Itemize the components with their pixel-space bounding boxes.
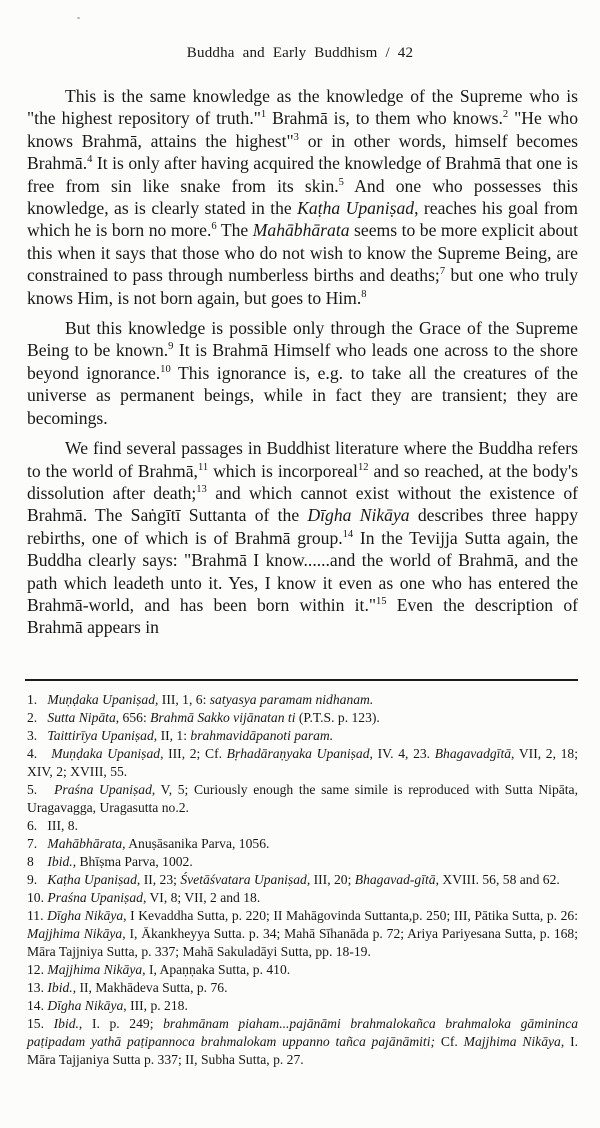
text-run: In the Tevijja Sutta again, the Buddha clearly says: "Brahmā I know......and the world of Brahmā, and the path which leadeth unto it. Yes, I know it even as one who has entered the Brahmā-world, and has been born within it." [27,527,579,615]
footnote-ref: 8 [361,288,367,300]
footnote-ref: 13 [196,484,207,496]
text-run: , XVIII. 56, 58 and 62. [435,872,560,887]
text-run: , III, 20; [306,872,355,887]
running-header: Buddha and Early Buddhism / 42 [186,45,414,61]
text-run: , I. Māra Tajjaniya Sutta p. 337; II, Subha Sutta, p. 27. [27,1034,579,1067]
footnote-5 [27,781,578,817]
text-run: Bṛhadāraṇyaka Upaniṣad [226,746,370,761]
text-run: , V, 5; Curiously enough the same simile is reproduced with Sutta Nipāta, Uragavagga, Uragasutta no.2. [27,782,578,815]
footnote-ref: 14 [342,528,354,540]
text-run: 7. [27,836,48,851]
text-run: 3. [27,728,48,743]
text-run: Majjhima Nikāya [47,962,143,977]
footnote-7 [27,835,578,853]
text-run: 8 [27,854,48,869]
text-run: Mahābhārata [252,220,350,241]
text-run: , reaches his goal from which he is born no more. [27,198,578,241]
text-run: or in other words, himself becomes Brahmā. [27,130,578,174]
text-run: , III, 2; Cf. [160,746,227,761]
text-run: 13. [27,980,48,995]
text-run: This is the same knowledge as the knowledge of the Supreme who is "the highest repository of truth." [27,86,578,129]
text-run: Bhagavad-gītā [354,872,436,887]
footnote-ref: 9 [168,341,174,353]
footnote-ref: 3 [293,131,299,143]
text-run: Bhagavadgītā [434,746,512,761]
footnote-10 [27,889,578,907]
text-run: Ibid. [47,980,73,995]
text-run: , I Kevaddha Sutta, p. 220; II Mahāgovinda Suttanta,p. 250; III, Pātika Sutta, p. 26: [123,908,579,923]
footnote-list [27,691,578,1069]
text-run: (P.T.S. p. 123). [295,710,380,725]
text-run: Mahābhārata [47,836,123,851]
text-run: Śvetāśvatara Upaniṣad [180,872,307,887]
text-run: 11. [27,908,48,923]
text-run: , Anuṣāsanika Parva, 1056. [122,836,270,851]
footnote-ref: 2 [502,109,509,121]
footnote-divider [25,679,578,681]
text-run: It is Brahmā Himself who leads one across to the shore beyond ignorance. [27,340,578,383]
footnote-ref: 1 [260,109,267,121]
text-run: , III, 1, 6: [155,692,210,707]
text-run: Kaṭha Upaniṣad [297,198,415,219]
footnote-4 [27,745,578,781]
text-run: brahmavidāpanoti param. [190,728,334,743]
text-run: , II, 23; [136,872,181,887]
text-run: 10. [27,890,48,905]
text-run: Muṇḍaka Upaniṣad [51,746,161,761]
text-run: "He who knows Brahmā, attains the highest" [27,108,578,151]
footnote-9 [27,871,578,889]
text-run: Dīgha Nikāya [47,998,124,1013]
footnote-15 [27,1015,578,1069]
footnote-11 [27,907,578,961]
text-run: And one who possesses this knowledge, as is clearly stated in the [27,175,578,219]
text-run: It is only after having acquired the knowledge of Brahmā that one is free from sin like snake from its skin. [27,153,578,196]
text-run: 12. [27,962,48,977]
text-run: , Bhīṣma Parva, 1002. [72,854,193,869]
text-run: , VII, 2, 18; XIV, 2; XVIII, 55. [27,746,579,779]
text-run: , VI, 8; VII, 2 and 18. [142,890,261,905]
text-run: 9. [27,872,48,887]
text-run: and so reached, at the body's dissolution after death; [27,460,578,503]
footnote-2 [27,709,578,727]
text-run: , IV. 4, 23. [369,746,435,761]
footnote-1 [27,691,578,709]
text-run: Muṇḍaka Upaniṣad [47,692,155,707]
footnote-ref: 15 [376,596,387,608]
text-run: 5. [27,782,55,797]
text-run: 6. III, 8. [27,818,78,833]
text-run: The [216,220,253,241]
text-run: Kaṭha Upaniṣad [47,872,137,887]
text-run: 15. [27,1016,54,1031]
text-run: satyasya paramam nidhanam. [209,692,374,707]
text-run: seems to be more explicit about this when it says that those who do not wish to know the Supreme Being, are constrained to pass through numberless births and deaths; [27,220,578,286]
text-run: brahmānam piaham...pajānāmi brahmalokañca brahmaloka gāmininca paṭipadam yathā paṭipannoca brahmalokam uppanno tañca pajānāmiti; [27,1016,579,1049]
text-run: Praśna Upaniṣad [54,782,152,797]
footnote-8 [27,853,578,871]
text-run: , 656: [115,710,151,725]
paragraph-3 [27,437,578,639]
text-run: We find several passages in Buddhist literature where the Buddha refers to the world of Brahmā, [27,438,578,481]
text-run: 1. [27,692,48,707]
footnote-ref: 12 [357,461,369,473]
footnote-6 [27,817,578,835]
footnote-ref: 7 [439,266,446,278]
text-run: Brahmā Sakko vijānatan ti [150,710,296,725]
footnote-ref: 11 [197,461,209,473]
text-run: , I, Apaṇṇaka Sutta, p. 410. [142,962,291,977]
text-run: describes three happy rebirths, one of which is of Brahmā group. [27,505,579,548]
text-run: , I, Ākankheyya Sutta. p. 34; Mahā Sīhanāda p. 72; Ariya Pariyesana Sutta, p. 168; Māra Tajjniya Sutta, p. 337; Mahā Sakuladāyi Sutta, pp. 18-19. [27,926,579,959]
text-run: and which cannot exist without the existence of Brahmā. The Saṅgītī Suttanta of the [27,482,578,526]
text-run: Praśna Upaniṣad [47,890,143,905]
footnote-ref: 10 [160,364,171,376]
body-text [27,85,578,639]
footnote-ref: 6 [211,221,217,233]
paragraph-1 [27,85,578,309]
text-run: Taittirīya Upaniṣad [47,728,154,743]
text-run: , I. p. 249; [78,1016,164,1031]
text-run: 2. [27,710,48,725]
text-run: Even the description of Brahmā appears in [27,594,578,638]
text-run: , II, 1: [153,728,191,743]
text-run: Majjhima Nikāya [463,1034,561,1049]
text-run: 4. [27,746,52,761]
footnote-ref: 5 [338,176,344,188]
footnote-ref: 4 [87,154,93,166]
footnote-3 [27,727,578,745]
text-run: , III, p. 218. [123,998,188,1013]
text-run: Dīgha Nikāya [307,505,410,526]
text-run: Majjhima Nikāya [27,926,123,941]
text-run: but one who truly knows Him, is not born again, but goes to Him. [27,265,578,308]
footnote-12 [27,961,578,979]
paragraph-2 [27,317,578,429]
scan-artifact [77,17,80,19]
text-run: , II, Makhādeva Sutta, p. 76. [72,980,228,995]
footnote-13 [27,979,578,997]
text-run: Ibid. [47,854,73,869]
footnote-14 [27,997,578,1015]
text-run: This ignorance is, e.g. to take all the creatures of the universe as permanent beings, while in fact they are transient; they are becomings. [27,362,578,428]
text-run: Sutta Nipāta [47,710,116,725]
text-run: which is incorporeal [208,460,358,481]
text-run: Brahmā is, to them who knows. [266,108,503,129]
text-run: 14. [27,998,48,1013]
text-run: But this knowledge is possible only through the Grace of the Supreme Being to be known. [27,318,578,361]
text-run: Cf. [435,1034,464,1049]
text-run: Dīgha Nikāya [47,908,124,923]
text-run: Ibid. [53,1016,79,1031]
